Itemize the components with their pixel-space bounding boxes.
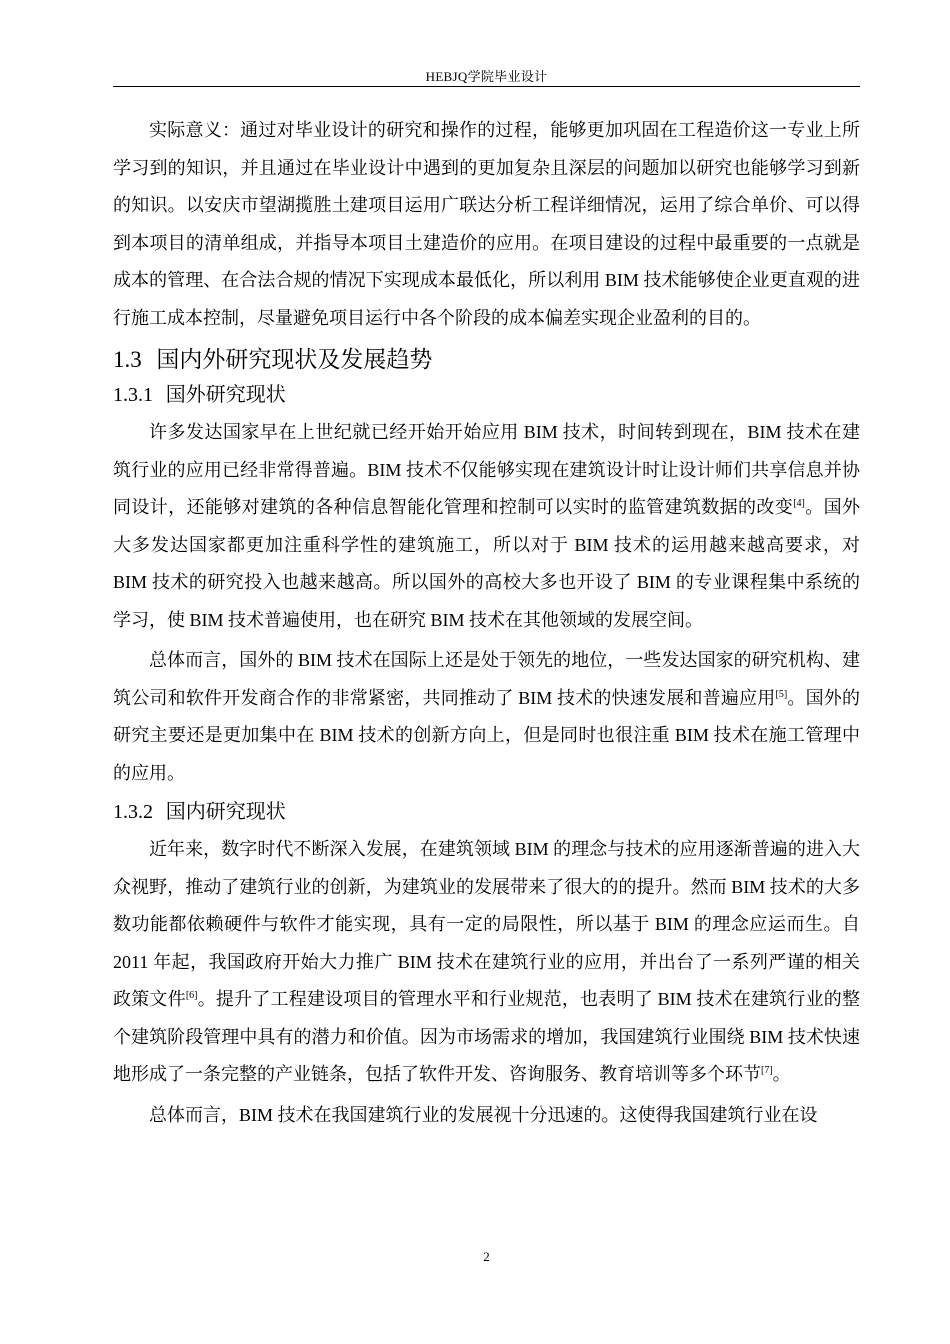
paragraph-text: 。国外的研究主要还是更加集中在 BIM 技术的创新方向上，但是同时也很注重 BIM 技术在施工管理中的应用。	[113, 687, 860, 783]
paragraph-text: 近年来，数字时代不断深入发展，在建筑领域 BIM 的理念与技术的应用逐渐普遍的进入大众视野，推动了建筑行业的创新，为建筑业的发展带来了很大的的提升。然而 BIM 技术的大多数功能都依赖硬件与软件才能实现，具有一定的局限性，所以基于 BIM 的理念应运而生。自 2011 年起，我国政府开始大力推广 BIM 技术在建筑行业的应用，并出台了一系列严谨的相关政策文件	[113, 839, 860, 1009]
paragraph-text: 许多发达国家早在上世纪就已经开始开始应用 BIM 技术，时间转到现在，BIM 技术在建筑行业的应用已经非常得普遍。BIM 技术不仅能够实现在建筑设计时让设计师们共享信息并协同设计，还能够对建筑的各种信息智能化管理和控制可以实时的监管建筑数据的改变	[113, 422, 860, 517]
section-number: 1.3	[113, 347, 142, 372]
section-heading-1-3	[113, 347, 860, 373]
paragraph-domestic-summary: 总体而言，BIM 技术在我国建筑行业的发展视十分迅速的。这使得我国建筑行业在设	[149, 1104, 818, 1125]
paragraph-text: 。	[772, 1064, 791, 1084]
subsection-number: 1.3.2	[113, 801, 153, 823]
header-divider	[113, 86, 860, 87]
subsection-heading-1-3-1	[113, 381, 860, 408]
page-body	[113, 112, 860, 1134]
paragraph-text: 。提升了工程建设项目的管理水平和行业规范，也表明了 BIM 技术在建筑行业的整个建筑阶段管理中具有的潜力和价值。因为市场需求的增加，我国建筑行业围绕 BIM 技术快速地形成了一条完整的产业链条，包括了软件开发、咨询服务、教育培训等多个环节	[113, 989, 860, 1084]
paragraph-foreign-research	[113, 414, 860, 639]
paragraph-domestic-research	[113, 831, 860, 1094]
citation-ref-7: [7]	[761, 1065, 773, 1076]
subsection-title: 国内研究现状	[165, 799, 286, 823]
subsection-heading-1-3-2	[113, 798, 860, 825]
subsection-title: 国外研究现状	[165, 382, 286, 406]
paragraph-text: 总体而言，国外的 BIM 技术在国际上还是处于领先的地位，一些发达国家的研究机构、建筑公司和软件开发商合作的非常紧密，共同推动了 BIM 技术的快速发展和普遍应用	[113, 650, 860, 708]
citation-ref-4: [4]	[793, 498, 805, 509]
subsection-number: 1.3.1	[113, 384, 153, 406]
citation-ref-5: [5]	[775, 688, 788, 700]
section-title: 国内外研究现状及发展趋势	[156, 347, 433, 373]
paragraph-practical-significance: 实际意义：通过对毕业设计的研究和操作的过程，能够更加巩固在工程造价这一专业上所学习到的知识，并且通过在毕业设计中遇到的更加复杂且深层的问题加以研究也能够学习到新的知识。以安庆市望湖揽胜土建项目运用广联达分析工程详细情况，运用了综合单价、可以得到本项目的清单组成，并指导本项目土建造价的应用。在项目建设的过程中最重要的一点就是成本的管理、在合法合规的情况下实现成本最低化，所以利用 BIM 技术能够使企业更直观的进行施工成本控制，尽量避免项目运行中各个阶段的成本偏差实现企业盈利的目的。	[113, 120, 860, 328]
citation-ref-6: [6]	[185, 990, 198, 1001]
page-header: HEBJQ学院毕业设计	[425, 69, 548, 84]
paragraph-foreign-summary	[113, 642, 860, 792]
page-number: 2	[483, 1249, 490, 1264]
paragraph-text: 。国外大多发达国家都更加注重科学性的建筑施工，所以对于 BIM 技术的运用越来越高要求，对 BIM 技术的研究投入也越来越高。所以国外的高校大多也开设了 BIM 的专业课程集中系统的学习，使 BIM 技术普遍使用，也在研究 BIM 技术在其他领域的发展空间。	[113, 497, 861, 630]
